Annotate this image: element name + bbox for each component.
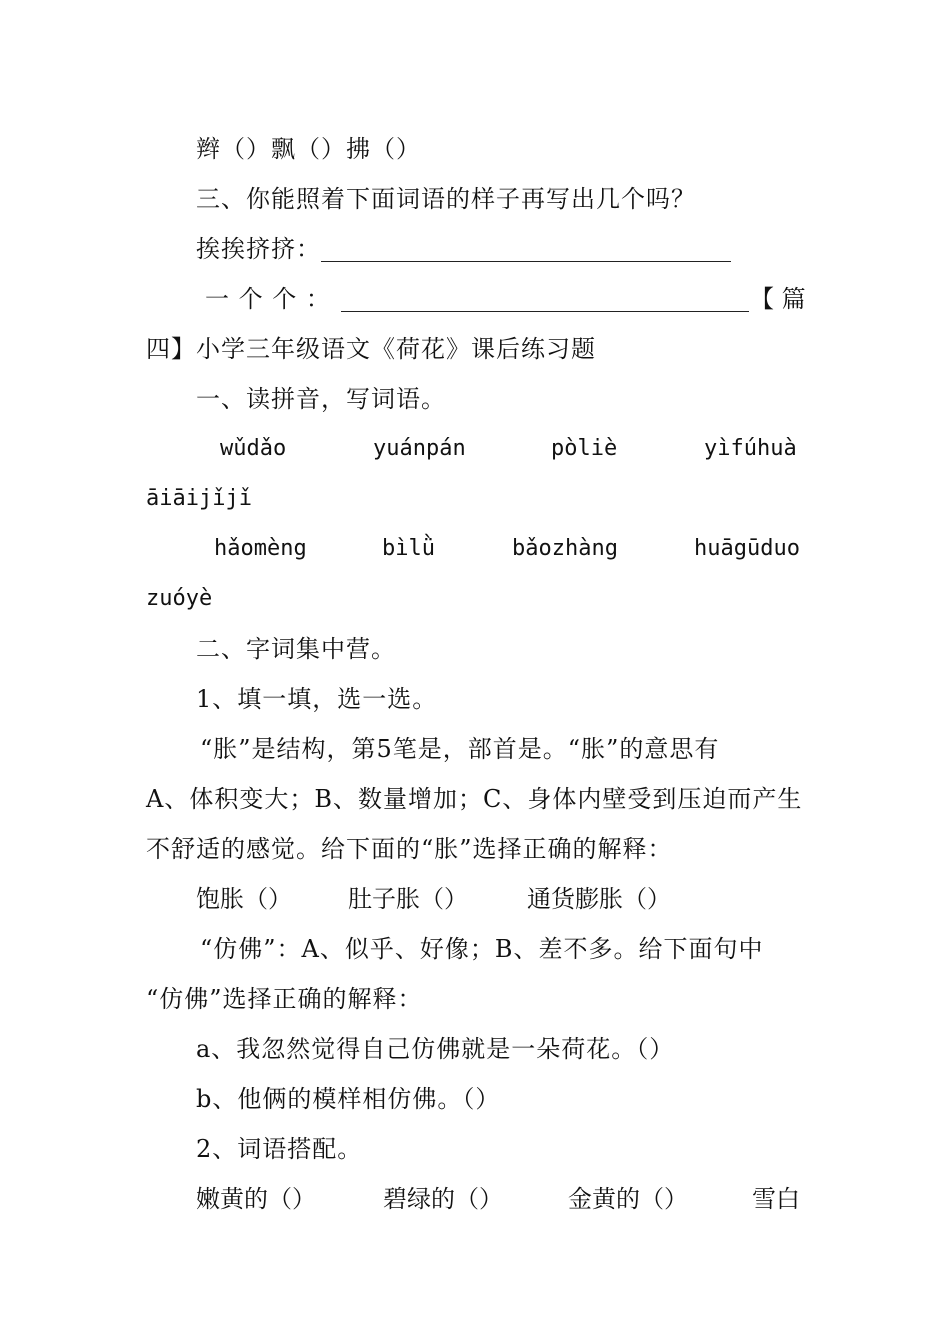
pinyin-item: bǎozhàng [512,536,618,561]
zhang-choice: 通货膨胀（） [527,885,671,913]
pattern-label-2: 一 个 个 ： [205,285,331,313]
match-item: 金黄的（） [568,1185,688,1213]
zhang-choice: 肚子胀（） [348,885,468,913]
paragraph-line: “仿佛”选择正确的解释： [146,985,423,1013]
section-marker-start: 【 篇 [750,285,806,313]
pinyin-item: hǎomèng [214,536,307,561]
paragraph-line: 不舒适的感觉。给下面的“胀”选择正确的解释： [146,835,673,863]
question-2-heading: 2、词语搭配。 [196,1135,363,1163]
pinyin-item: yuánpán [373,436,466,461]
pinyin-item: wǔdǎo [220,436,287,461]
question-1-heading: 1、填一填，选一选。 [196,685,438,713]
match-item: 雪白 [752,1185,800,1213]
pinyin-item: yìfúhuà [704,436,797,461]
match-item: 碧绿的（） [383,1185,503,1213]
pattern-line-2 [205,284,749,314]
paragraph-line: “仿佛”：A、似乎、好像；B、差不多。给下面句中 [200,935,764,963]
paragraph-line: A、体积变大；B、数量增加；C、身体内壁受到压迫而产生 [146,785,803,813]
pattern-label-1: 挨挨挤挤： [196,235,321,263]
sentence-a: a、我忽然觉得自己仿佛就是一朵荷花。（） [196,1035,675,1063]
answer-blank-1[interactable] [321,239,731,262]
answer-blank-2[interactable] [341,289,749,312]
zhang-choice: 饱胀（） [196,885,292,913]
pinyin-item: bìlǜ [382,536,435,561]
pinyin-item: pòliè [551,436,618,461]
pinyin-item: zuóyè [146,586,213,611]
exercise-one-heading: 一、读拼音，写词语。 [196,385,446,413]
paragraph-line: “胀”是结构，第5笔是，部首是。“胀”的意思有 [200,735,720,763]
char-row: 辫（）飘（）拂（） [196,135,421,163]
sentence-b: b、他俩的模样相仿佛。（） [196,1085,501,1113]
article-title: 四】小学三年级语文《荷花》课后练习题 [146,335,596,363]
pattern-line-1 [196,234,731,264]
pinyin-item: huāgūduo [694,536,800,561]
match-item: 嫩黄的（） [196,1185,316,1213]
section-three-heading: 三、你能照着下面词语的样子再写出几个吗？ [196,185,696,213]
pinyin-item: āiāijǐjǐ [146,486,252,511]
exercise-two-heading: 二、字词集中营。 [196,635,396,663]
